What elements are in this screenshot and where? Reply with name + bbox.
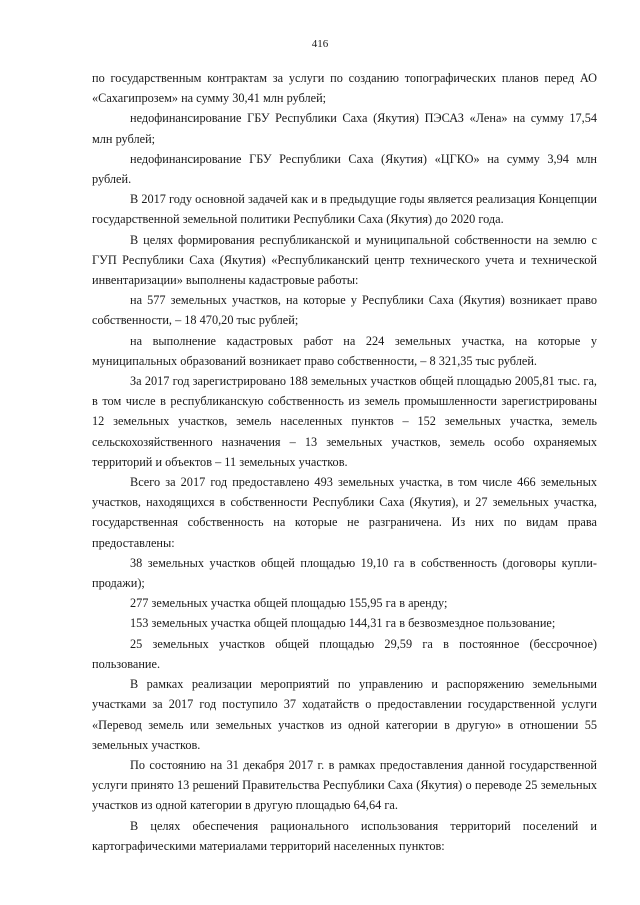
paragraph: по государственным контрактам за услуги по созданию топографических планов перед АО «Сахагипрозем» на сумму 30,41 млн рублей;	[92, 71, 597, 106]
paragraph: За 2017 год зарегистрировано 188 земельных участков общей площадью 2005,81 тыс. га, в том числе в республиканскую собственность из земель промышленности зарегистрированы 12 земельных участков, земель населенных пунктов – 152 земельных участка, земель сельскохозяйственного назначения – 13 земельных участков, земель особо охраняемых территорий и объектов – 11 земельных участков.	[92, 374, 597, 469]
paragraph: 277 земельных участка общей площадью 155,95 га в аренду;	[130, 596, 448, 611]
paragraph: 38 земельных участков общей площадью 19,10 га в собственность (договоры купли-продажи);	[92, 555, 597, 591]
paragraph: на 577 земельных участков, на которые у Республики Саха (Якутия) возникает право собственности, – 18 470,20 тыс рублей;	[92, 293, 597, 328]
paragraph: на выполнение кадастровых работ на 224 земельных участка, на которые у муниципальных образований возникает право собственности, – 8 321,35 тыс рублей.	[92, 333, 597, 368]
paragraph: В 2017 году основной задачей как и в предыдущие годы является реализация Концепции государственной земельной политики Республики Саха (Якутия) до 2020 года.	[92, 192, 597, 227]
paragraph: 153 земельных участка общей площадью 144,31 га в безвозмездное пользование;	[130, 616, 556, 631]
paragraph: 25 земельных участков общей площадью 29,59 га в постоянное (бессрочное) пользование.	[92, 636, 597, 671]
paragraph: недофинансирование ГБУ Республики Саха (Якутия) ПЭСАЗ «Лена» на сумму 17,54 млн рублей;	[92, 111, 597, 146]
paragraph: недофинансирование ГБУ Республики Саха (Якутия) «ЦГКО» на сумму 3,94 млн рублей.	[92, 151, 597, 187]
page-number: 416	[311, 38, 329, 50]
paragraph: Всего за 2017 год предоставлено 493 земельных участка, в том числе 466 земельных участков, находящихся в собственности Республики Саха (Якутия), и 27 земельных участка, государственная собственность на которые не разграничена. Из них по видам права предоставлены:	[92, 475, 597, 550]
document-body	[92, 68, 597, 856]
paragraph: В целях обеспечения рационального использования территорий поселений и картографическими материалами территорий населенных пунктов:	[92, 818, 597, 853]
paragraph: В рамках реализации мероприятий по управлению и распоряжению земельными участками за 2017 год поступило 37 ходатайств о предоставлении государственной услуги «Перевод земель или земельных участков из одной категории в другую» в отношении 55 земельных участков.	[92, 677, 597, 752]
paragraph: По состоянию на 31 декабря 2017 г. в рамках предоставления данной государственной услуги принято 13 решений Правительства Республики Саха (Якутия) о переводе 25 земельных участков из одной категории в другую площадью 64,64 га.	[92, 757, 597, 813]
paragraph: В целях формирования республиканской и муниципальной собственности на землю с ГУП Республики Саха (Якутия) «Республиканский центр технического учета и технической инвентаризации» выполнены кадастровые работы:	[92, 232, 597, 288]
